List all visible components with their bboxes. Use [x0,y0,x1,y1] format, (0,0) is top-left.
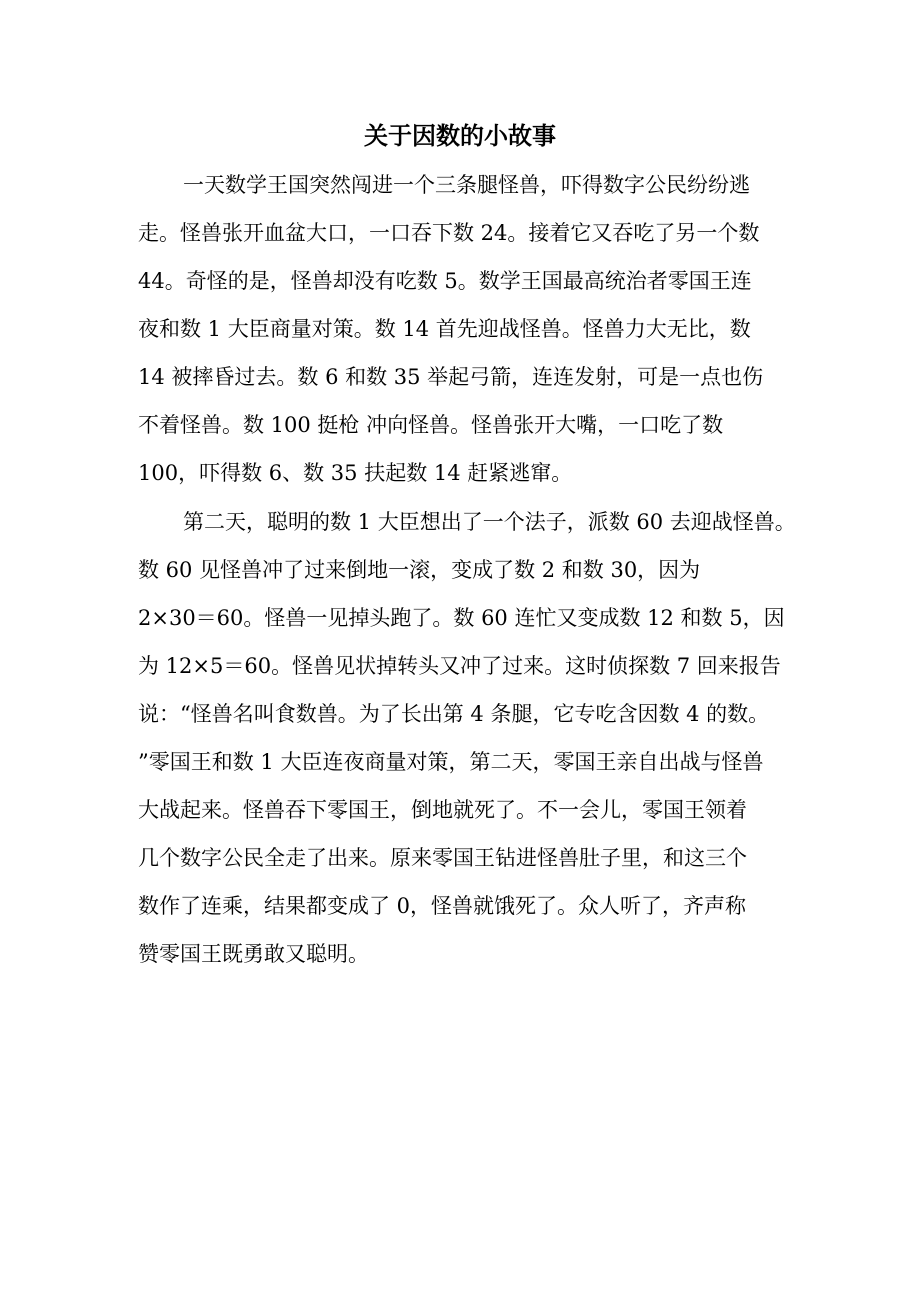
paragraph-1-line-6: 不着怪兽。数 100 挺枪 冲向怪兽。怪兽张开大嘴，一口吃了数 [138,413,724,437]
paragraph-2-line-10: 赞零国王既勇敢又聪明。 [138,942,369,966]
paragraph-1-line-3: 44。奇怪的是，怪兽却没有吃数 5。数学王国最高统治者零国王连 [138,269,752,293]
paragraph-2-line-1: 第二天，聪明的数 1 大臣想出了一个法子，派数 60 去迎战怪兽。 [183,510,796,534]
paragraph-2-line-9: 数作了连乘，结果都变成了 0，怪兽就饿死了。众人听了，齐声称 [138,894,747,918]
paragraph-2-line-7: 大战起来。怪兽吞下零国王，倒地就死了。不一会儿，零国王领着 [138,798,747,822]
document-title: 关于因数的小故事 [364,121,556,150]
paragraph-1-line-2: 走。怪兽张开血盆大口，一口吞下数 24。接着它又吞吃了另一个数 [138,221,760,245]
paragraph-2-line-8: 几个数字公民全走了出来。原来零国王钻进怪兽肚子里，和这三个 [138,846,747,870]
paragraph-2-line-4: 为 12×5＝60。怪兽见状掉转头又冲了过来。这时侦探数 7 回来报告 [138,654,781,678]
paragraph-2-line-2: 数 60 见怪兽冲了过来倒地一滚，变成了数 2 和数 30，因为 [138,558,701,582]
paragraph-1-line-4: 夜和数 1 大臣商量对策。数 14 首先迎战怪兽。怪兽力大无比，数 [138,317,751,341]
paragraph-1-line-5: 14 被摔昏过去。数 6 和数 35 举起弓箭，连连发射，可是一点也伤 [138,365,764,389]
paragraph-2-line-5: 说：“怪兽名叫食数兽。为了长出第 4 条腿，它专吃含因数 4 的数。 [138,702,770,726]
paragraph-2-line-6: ”零国王和数 1 大臣连夜商量对策，第二天，零国王亲自出战与怪兽 [138,750,764,774]
paragraph-2-line-3: 2×30＝60。怪兽一见掉头跑了。数 60 连忙又变成数 12 和数 5，因 [138,606,785,630]
paragraph-1-line-7: 100，吓得数 6、数 35 扶起数 14 赶紧逃窜。 [138,461,573,485]
paragraph-1-line-1: 一天数学王国突然闯进一个三条腿怪兽，吓得数字公民纷纷逃 [183,173,750,197]
